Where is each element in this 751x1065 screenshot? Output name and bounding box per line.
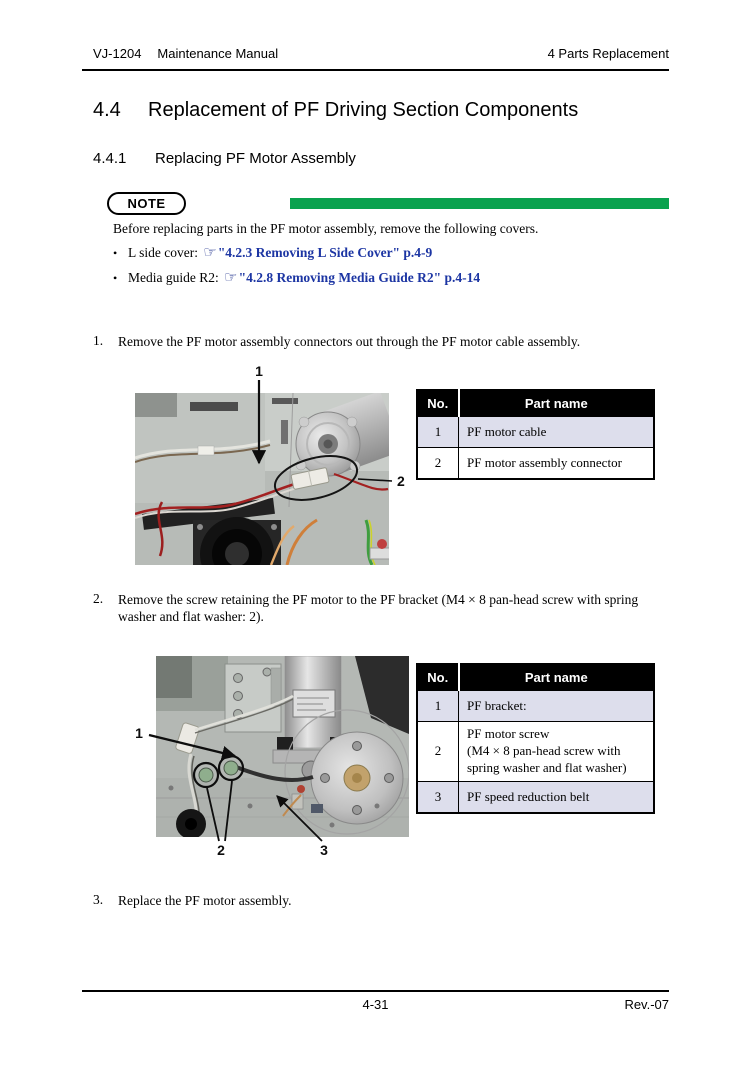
- cell-no: 2: [417, 722, 459, 782]
- table-row: [417, 781, 654, 813]
- subsection-title: Replacing PF Motor Assembly: [155, 150, 356, 167]
- parts-table-1: [416, 389, 655, 480]
- step-3-text: Replace the PF motor assembly.: [118, 893, 292, 908]
- note-badge: NOTE: [107, 192, 186, 215]
- subsection-heading: [93, 150, 356, 167]
- section-heading: [93, 99, 578, 122]
- header-rule: [82, 69, 669, 71]
- figure-2-photo-pf-motor-assembly: [125, 638, 425, 866]
- figure-2-callout-1: 1: [135, 725, 143, 741]
- running-header-chapter: 4 Parts Replacement: [547, 46, 669, 61]
- figure-1-callout-2: 2: [397, 473, 405, 489]
- cell-no: 2: [417, 448, 459, 480]
- footer-rule: [82, 990, 669, 992]
- note-item-prefix: L side cover:: [128, 245, 202, 260]
- figure-1-callout-1: 1: [255, 363, 263, 379]
- xref-link-removing-l-side-cover[interactable]: "4.2.3 Removing L Side Cover" p.4-9: [217, 245, 433, 260]
- note-item-prefix: Media guide R2:: [128, 270, 223, 285]
- cell-part-name: PF bracket:: [459, 691, 655, 722]
- pointing-hand-icon: ☞: [224, 268, 238, 286]
- table-row: [417, 448, 654, 480]
- note-item-media-guide-r2: [113, 268, 665, 286]
- cell-part-name: PF speed reduction belt: [459, 781, 655, 813]
- footer-page-number: 4-31: [362, 997, 389, 1012]
- table-header-row: [417, 664, 654, 691]
- section-number: 4.4: [93, 99, 121, 121]
- parts-table-2: [416, 663, 655, 814]
- col-header-no: No.: [417, 664, 459, 691]
- cell-part-name: PF motor screw (M4 × 8 pan-head screw with spring washer and flat washer): [459, 722, 655, 782]
- footer-revision: Rev.-07: [624, 997, 669, 1012]
- step-1-text: Remove the PF motor assembly connectors out through the PF motor cable assembly.: [118, 334, 581, 349]
- table-row: [417, 691, 654, 722]
- figure-2-callout-2: 2: [217, 842, 225, 858]
- step-1-number: 1.: [93, 333, 104, 348]
- step-2-number: 2.: [93, 591, 104, 606]
- cell-part-name: PF motor cable: [459, 417, 655, 448]
- col-header-part-name: Part name: [459, 390, 655, 417]
- running-header-left: [93, 46, 278, 61]
- note-item-l-side-cover: [113, 243, 665, 261]
- note-accent-bar: [290, 198, 669, 209]
- col-header-no: No.: [417, 390, 459, 417]
- bullet-marker: •: [113, 246, 118, 260]
- pointing-hand-icon: ☞: [203, 243, 217, 261]
- cell-no: 3: [417, 781, 459, 813]
- step-2-text: Remove the screw retaining the PF motor to the PF bracket (M4 × 8 pan-head screw with spring washer and flat washer: 2).: [118, 592, 639, 625]
- cell-no: 1: [417, 691, 459, 722]
- table-row: [417, 722, 654, 782]
- bullet-marker: •: [113, 271, 118, 285]
- cell-no: 1: [417, 417, 459, 448]
- doc-title: Maintenance Manual: [157, 46, 279, 61]
- note-intro-text: Before replacing parts in the PF motor assembly, remove the following covers.: [113, 221, 539, 236]
- subsection-number: 4.4.1: [93, 150, 127, 167]
- table-row: [417, 417, 654, 448]
- figure-1-photo-pf-motor-cable: [120, 362, 412, 568]
- figure-2-callout-3: 3: [320, 842, 328, 858]
- section-title: Replacement of PF Driving Section Components: [148, 99, 579, 121]
- col-header-part-name: Part name: [459, 664, 655, 691]
- step-3-number: 3.: [93, 892, 104, 907]
- table-header-row: [417, 390, 654, 417]
- figure-2-photo-area: [156, 656, 409, 839]
- xref-link-removing-media-guide-r2[interactable]: "4.2.8 Removing Media Guide R2" p.4-14: [238, 270, 481, 285]
- doc-code: VJ-1204: [93, 46, 142, 61]
- cell-part-name: PF motor assembly connector: [459, 448, 655, 480]
